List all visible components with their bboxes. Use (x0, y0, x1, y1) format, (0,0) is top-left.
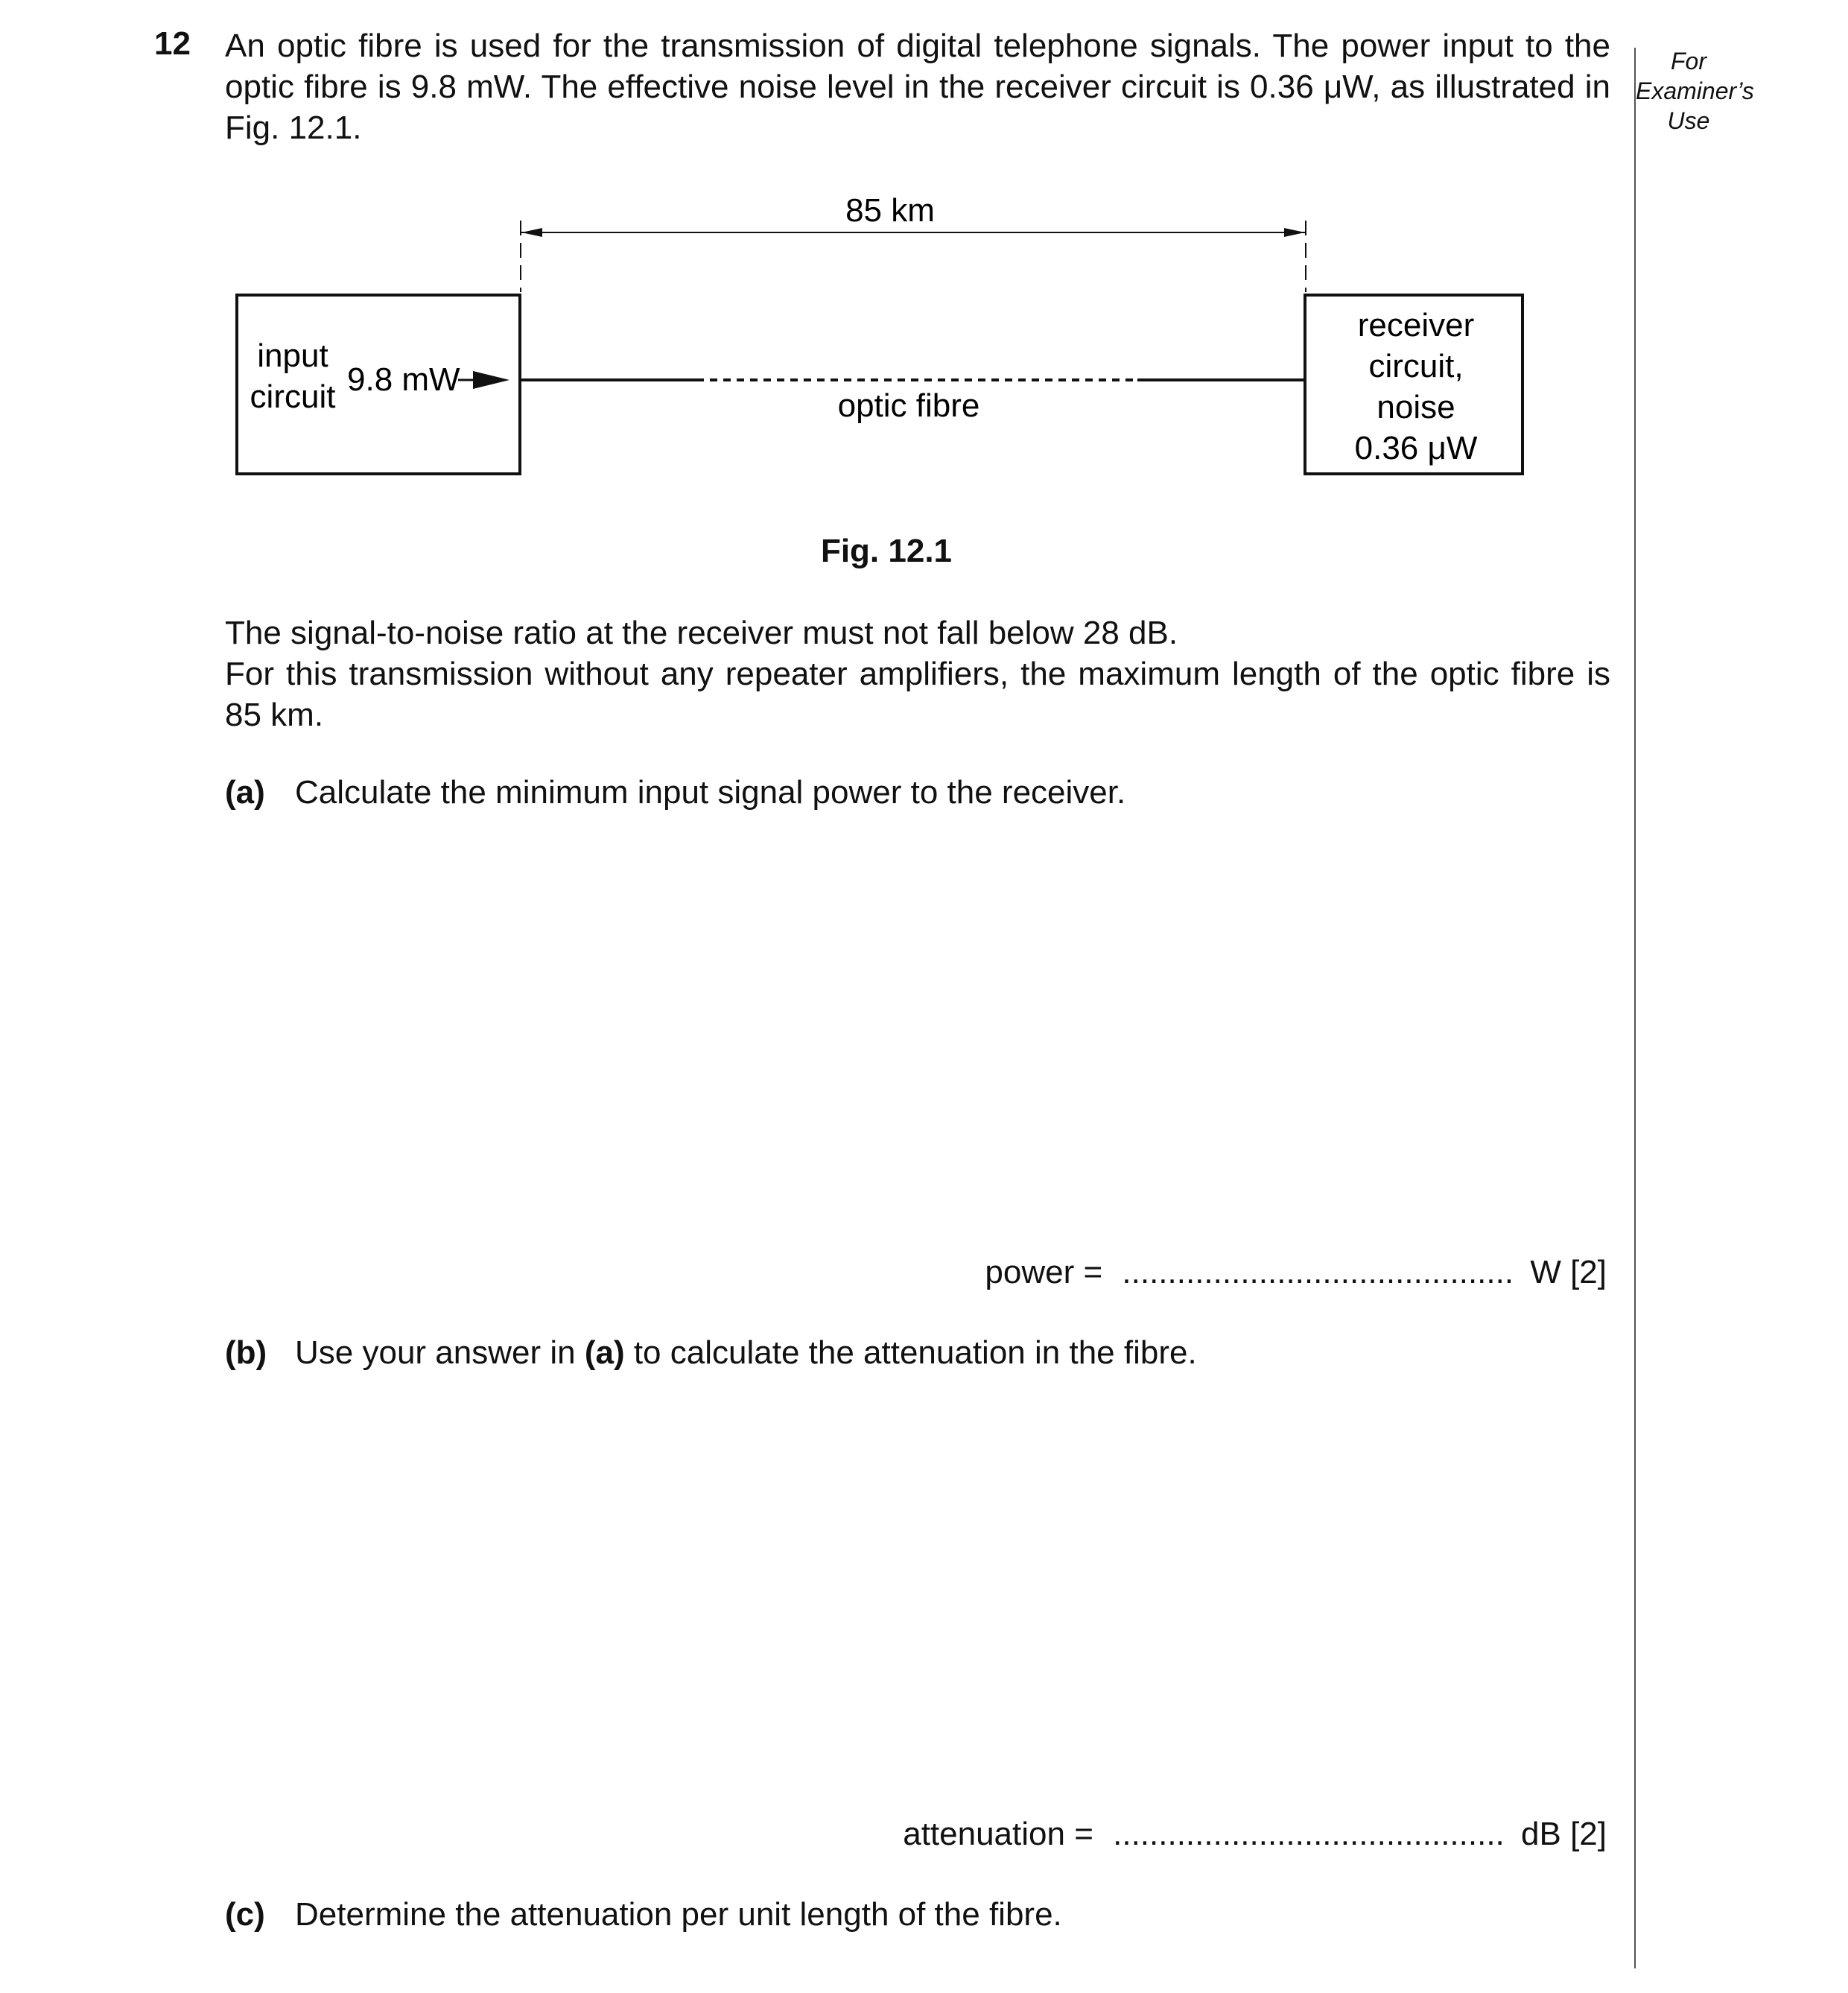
figure-diagram (0, 0, 1564, 522)
power-arrow-head (473, 371, 509, 389)
receiver-box-line-4: 0.36 μW (1354, 430, 1478, 466)
receiver-box-line-3: noise (1377, 389, 1455, 425)
part-b-label: (b) (225, 1334, 267, 1371)
part-b-question (225, 1334, 1197, 1372)
receiver-box-line-1: receiver (1357, 307, 1475, 343)
part-a-answer-line (985, 1254, 1607, 1291)
question-intro: An optic fibre is used for the transmission of digital telephone signals. The power input to the optic fibre is 9.8 mW. The effective noise level in the receiver circuit is 0.36 μW, as illustrated in Fig. 12.1. (225, 28, 1610, 146)
question-number: 12 (154, 25, 191, 62)
part-a-answer-prefix: power = (985, 1254, 1103, 1290)
part-c-question (225, 1896, 1062, 1933)
input-box-line-1: input (257, 338, 328, 374)
part-b-text-after: to calculate the attenuation in the fibre. (624, 1334, 1197, 1371)
dimension-arrow-left (521, 228, 542, 237)
part-a-question (225, 774, 1125, 811)
part-b-answer-line (903, 1816, 1607, 1853)
examiner-line-2: Examiner’s (1636, 77, 1754, 104)
part-c-text: Determine the attenuation per unit length of the fibre. (295, 1896, 1062, 1933)
input-box-line-2: circuit (250, 378, 336, 415)
examiner-margin-line (1634, 48, 1636, 1968)
question-context (225, 612, 1610, 735)
part-b-ref: (a) (584, 1334, 625, 1371)
part-a-answer-dots[interactable]: ........................................... (1122, 1254, 1514, 1290)
distance-label: 85 km (845, 192, 935, 229)
part-a-answer-unit: W [2] (1530, 1254, 1607, 1290)
receiver-box-line-2: circuit, (1368, 348, 1464, 384)
snr-requirement-text: The signal-to-noise ratio at the receiver must not fall below 28 dB. (225, 615, 1178, 651)
figure-caption: Fig. 12.1 (820, 533, 953, 569)
dimension-arrow-right (1284, 228, 1305, 237)
examiner-line-3: Use (1667, 107, 1710, 134)
part-a-label: (a) (225, 774, 265, 811)
power-label: 9.8 mW (347, 361, 460, 398)
part-a-text: Calculate the minimum input signal power to the receiver. (295, 774, 1126, 811)
max-length-text: For this transmission without any repeater amplifiers, the maximum length of the optic fibre is 85 km. (225, 656, 1610, 733)
part-b-answer-prefix: attenuation = (903, 1816, 1093, 1852)
examiner-use-label (1636, 46, 1754, 136)
part-b-text-before: Use your answer in (295, 1334, 585, 1371)
part-b-answer-dots[interactable]: ........................................... (1113, 1816, 1505, 1852)
part-c-label: (c) (225, 1896, 265, 1933)
fibre-label: optic fibre (837, 387, 980, 424)
examiner-line-1: For (1671, 48, 1706, 75)
part-b-answer-unit: dB [2] (1521, 1816, 1607, 1852)
